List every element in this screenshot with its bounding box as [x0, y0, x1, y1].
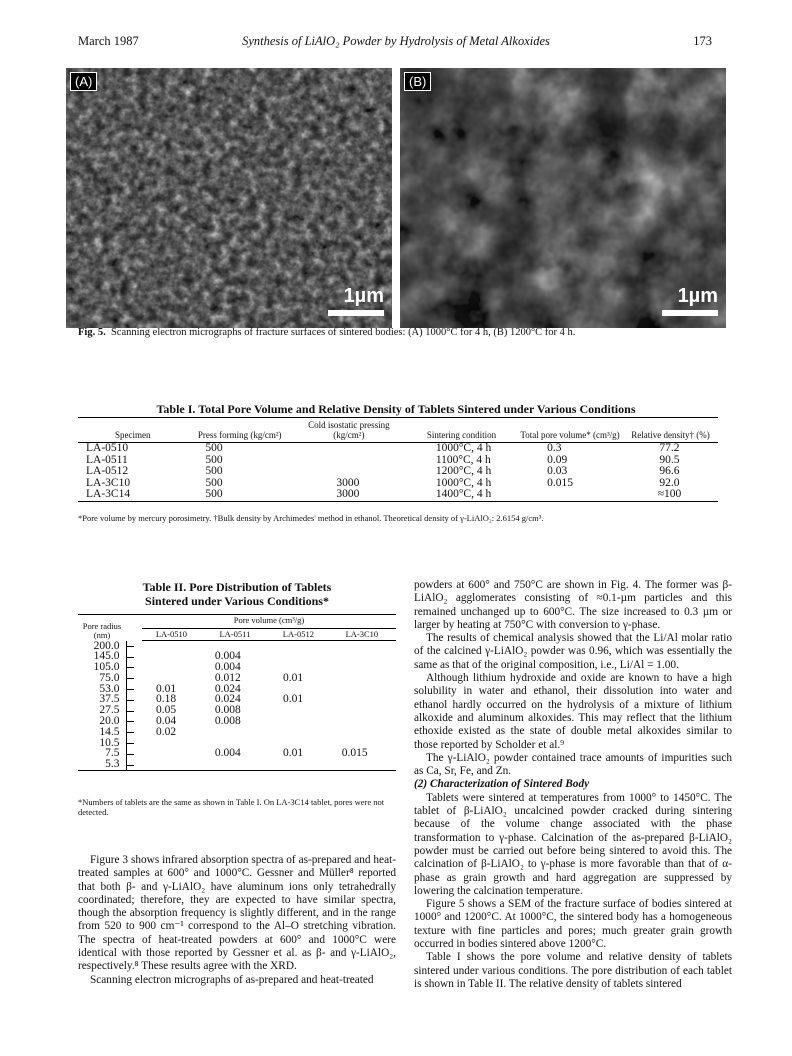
table1-cell: 500 — [187, 489, 292, 501]
page-number: 173 — [693, 34, 712, 48]
table2-footnote: *Numbers of tablets are the same as shown in Table I. On LA-3C14 tablet, pores were not detected. — [78, 797, 385, 817]
table2-cell — [269, 759, 328, 770]
header-date: March 1987 — [78, 34, 139, 48]
table2-cell — [269, 705, 328, 716]
figure-caption-label: Fig. 5. — [78, 327, 106, 338]
table2-cell: 0.01 — [282, 747, 304, 760]
table1-row — [78, 443, 718, 455]
table2-title-line2: Sintered under Various Conditions* — [145, 594, 329, 608]
table1-cell: 500 — [205, 465, 223, 477]
table2-pore-radius: 200.0 — [93, 639, 120, 652]
table1-cell: 90.5 — [659, 453, 680, 466]
table2-col-header: LA-0512 — [269, 629, 328, 641]
table2-pore-radius: 37.5 — [99, 693, 120, 706]
scale-bar-b — [662, 310, 718, 316]
table1-cell: 1200°C, 4 h — [435, 465, 492, 477]
table2-cell — [269, 727, 328, 738]
right-paragraph-6: Figure 5 shows a SEM of the fracture surface of bodies sintered at 1000° and 1200°C. At 1000°C, the sintered body has a homogeneous texture with fine particles and pores; much greater grain growth occurred in bodies sintered above 1200°C. — [414, 898, 732, 951]
table2-col-header: LA-0511 — [201, 629, 269, 641]
scale-label-a: 1µm — [343, 285, 384, 307]
table2-pore-radius: 75.0 — [99, 671, 120, 684]
table2-axis-tick — [126, 738, 142, 749]
table2-cell: 0.012 — [214, 671, 241, 684]
table2-cell: 0.004 — [214, 661, 241, 674]
table2-cell — [328, 673, 396, 684]
table2-col-header: LA-0510 — [142, 629, 201, 641]
table2-row — [78, 727, 396, 738]
table2-pore-radius: 53.0 — [99, 682, 120, 695]
table1-cell: LA-0510 — [86, 442, 129, 454]
table1-header: Cold isostatic pressing (kg/cm²) — [292, 418, 406, 443]
table2-cell: 0.01 — [282, 671, 304, 684]
table2-pore-radius: 10.5 — [99, 736, 120, 749]
table2-cell: 0.024 — [214, 693, 241, 706]
table2-pore-radius: 20.0 — [99, 715, 120, 728]
table1-header: Sintering condition — [406, 418, 517, 443]
table2-cell — [328, 684, 396, 695]
left-paragraph-2: Scanning electron micrographs of as-prepared and heat-treated — [90, 973, 374, 986]
table1 — [78, 417, 718, 502]
table2-pore-radius: 7.5 — [105, 747, 120, 760]
table2-tick-spacer — [126, 615, 142, 641]
table2-pore-radius: 145.0 — [93, 650, 120, 663]
table1-cell: 0.09 — [547, 453, 568, 466]
table2-cell — [142, 738, 201, 749]
table2-cell — [269, 651, 328, 662]
table1-cell — [292, 466, 406, 478]
table2-row-header: Pore radius (nm) — [78, 615, 126, 641]
table1-row — [78, 489, 718, 501]
table2-title — [78, 580, 396, 608]
table1-header: Relative density† (%) — [623, 418, 718, 443]
table1-cell: 1100°C, 4 h — [435, 453, 491, 466]
table2-axis-tick — [126, 759, 142, 770]
table2-title-line1: Table II. Pore Distribution of Tablets — [142, 580, 332, 594]
table2-cell: 0.024 — [214, 682, 241, 695]
table1-row — [78, 466, 718, 478]
right-paragraph-1: powders at 600° and 750°C are shown in Fig. 4. The former was β-LiAlO₂ agglomerates consisting of ≈0.1-µm particles and this remained unchanged up to 600°C. The size increased to 0.3 µm or larger by heating at 750°C with conversion to γ-phase. — [414, 579, 732, 631]
table2-cell: 0.004 — [214, 650, 241, 663]
table2-cell: 0.015 — [341, 747, 368, 760]
panel-b-label: (B) — [404, 72, 431, 91]
table2 — [78, 614, 396, 771]
table2-cell: 0.004 — [214, 747, 241, 760]
table2-cell — [142, 759, 201, 770]
table1-cell — [292, 443, 406, 455]
table2-axis-tick — [126, 684, 142, 695]
table2-cell — [142, 641, 201, 652]
right-paragraph-4: The γ-LiAlO₂ powder contained trace amounts of impurities such as Ca, Sr, Fe, and Zn. — [414, 751, 732, 778]
table1-cell: LA-3C14 — [78, 489, 187, 501]
table1-header: Specimen — [78, 418, 187, 443]
table2-cell — [328, 716, 396, 727]
table1-cell: 96.6 — [659, 465, 680, 477]
right-paragraph-2: The results of chemical analysis showed that the Li/Al molar ratio of the calcined γ-LiAlO₂ powder was 0.96, which was essentially the same as that of the original composition, i.e., Li/Al = 1.00. — [414, 632, 732, 671]
section-heading: (2) Characterization of Sintered Body — [414, 778, 590, 791]
table1-header: Press forming (kg/cm²) — [187, 418, 292, 443]
table2-cell — [142, 748, 201, 759]
table2-cell — [328, 694, 396, 705]
table2-row — [78, 748, 396, 759]
table2-cell — [328, 727, 396, 738]
table1-cell: 77.2 — [659, 442, 680, 454]
table2-cell: 0.02 — [156, 725, 177, 738]
table1-cell: 0.3 — [547, 442, 562, 454]
table2-cell: 0.01 — [282, 693, 304, 706]
right-paragraph-5: Tablets were sintered at temperatures from 1000° to 1450°C. The tablet of β-LiAlO₂ uncalcined powder cracked during sintering because of the volume change associated with the phase transformation to γ-phase. Calcination of the as-prepared β-LiAlO₂ powder must be carried out before being sintered to avoid this. The calcination of β-LiAlO₂ to γ-phase is more favorable than that of α-phase as grain growth and hard aggregation are suppressed by lowering the calcination temperature. — [414, 791, 732, 897]
table2-cell — [328, 705, 396, 716]
table2-axis-tick — [126, 727, 142, 738]
table1-cell — [292, 455, 406, 467]
scale-label-b: 1µm — [677, 285, 718, 307]
table1-cell — [517, 489, 623, 501]
micrograph-b — [400, 68, 726, 328]
table2-cell: 0.008 — [214, 704, 241, 717]
table2-cell: 0.18 — [156, 693, 177, 706]
table1-cell: 92.0 — [659, 476, 680, 489]
table2-axis-tick — [126, 748, 142, 759]
table2-axis-tick — [126, 651, 142, 662]
table2-col-header: LA-3C10 — [328, 629, 396, 641]
right-paragraph-7: Table I shows the pore volume and relative density of tablets sintered under various conditions. The pore distribution of each tablet is shown in Table II. The relative density of tablets sintered — [414, 951, 732, 990]
table2-pore-radius: 5.3 — [78, 759, 126, 770]
left-column — [78, 854, 396, 987]
table2-cell — [201, 727, 269, 738]
table1-cell: 1000°C, 4 h — [435, 442, 492, 454]
running-title: Synthesis of LiAlO₂ Powder by Hydrolysis of Metal Alkoxides — [242, 34, 550, 48]
table2-cell — [269, 716, 328, 727]
table1-cell: 1400°C, 4 h — [406, 489, 517, 501]
table2-cell: 0.04 — [156, 715, 177, 728]
table2-cell — [142, 662, 201, 673]
table2-cell — [201, 759, 269, 770]
table1-cell: 3000 — [292, 489, 406, 501]
table2-pore-radius: 27.5 — [99, 704, 120, 717]
table1-row — [78, 478, 718, 490]
table2-axis-tick — [126, 641, 142, 652]
table1-cell: 0.03 — [547, 465, 568, 477]
table1-cell: 500 — [205, 453, 223, 466]
table1-cell: 0.015 — [547, 476, 573, 489]
figure-caption-text: Scanning electron micrographs of fracture surfaces of sintered bodies: (A) 1000°C for 4 h, (B) 1200°C for 4 h. — [110, 327, 576, 338]
micrograph-a — [66, 68, 392, 328]
table2-pore-radius: 105.0 — [93, 661, 120, 674]
table1-cell: 1000°C, 4 h — [435, 476, 492, 489]
table1-title: Table I. Total Pore Volume and Relative Density of Tablets Sintered under Various Conditions — [156, 402, 636, 416]
right-paragraph-3: Although lithium hydroxide and oxide are known to have a high solubility in water and ethanol, their dissolution into water and ethanol hardly occurred on the hydrolysis of a mixture of lithium alkoxide and aluminum alkoxides. This may reflect that the lithium ethoxide existed as the state of double metal alkoxides similar to those reported by Scholder et al.⁹ — [414, 672, 732, 751]
table2-cell — [328, 641, 396, 652]
table2-cell — [269, 641, 328, 652]
table2-cell — [328, 759, 396, 770]
table2-cell — [142, 651, 201, 662]
table2-cell: 0.008 — [214, 715, 241, 728]
table1-footnote: *Pore volume by mercury porosimetry. †Bulk density by Archimedes' method in ethanol. Theoretical density of γ-LiAlO₂: 2.6154 g/cm³. — [78, 513, 544, 523]
table2-cell: 0.01 — [156, 682, 177, 695]
table1-cell: LA-3C10 — [86, 476, 131, 489]
table2-row — [78, 716, 396, 727]
table2-pore-radius: 14.5 — [99, 725, 120, 738]
table1-row — [78, 455, 718, 467]
right-column — [414, 579, 732, 991]
table1-cell: 500 — [205, 476, 223, 489]
table1-header: Total pore volume* (cm³/g) — [517, 418, 623, 443]
figure-caption — [78, 327, 718, 338]
table2-row — [78, 759, 396, 770]
table1-cell: ≈100 — [623, 489, 718, 501]
table2-axis-tick — [126, 705, 142, 716]
table1-cell: 3000 — [336, 476, 360, 489]
table2-axis-tick — [126, 673, 142, 684]
table2-axis-tick — [126, 694, 142, 705]
left-paragraph-1: Figure 3 shows infrared absorption spectra of as-prepared and heat-treated samples at 600° and 1000°C. Gessner and Müller⁸ reported that both β- and γ-LiAlO₂ have aluminum ions only tetrahedrally coordinated; therefore, they are expected to have similar spectra, though the absorption frequency is slightly different, and in the range from 520 to 900 cm⁻¹ correspond to the Al–O stretching vibration. The spectra of heat-treated powders at 600° and 1000°C were identical with those reported by Gessner et al. as β- and γ-LiAlO₂, respectively.⁸ These results agree with the XRD. — [78, 854, 396, 973]
table2-axis-tick — [126, 716, 142, 727]
table1-body — [78, 443, 718, 502]
table2-body — [78, 641, 396, 771]
table1-cell: LA-0511 — [86, 453, 128, 466]
table2-cell — [328, 651, 396, 662]
table2-axis-tick — [126, 662, 142, 673]
table1-cell: LA-0512 — [86, 465, 129, 477]
table2-cell: 0.05 — [156, 704, 177, 717]
panel-a-label: (A) — [70, 72, 97, 91]
table2-group-header: Pore volume (cm³/g) — [142, 615, 396, 629]
table2-cell — [328, 662, 396, 673]
table1-cell: 500 — [205, 442, 223, 454]
scale-bar-a — [328, 310, 384, 316]
